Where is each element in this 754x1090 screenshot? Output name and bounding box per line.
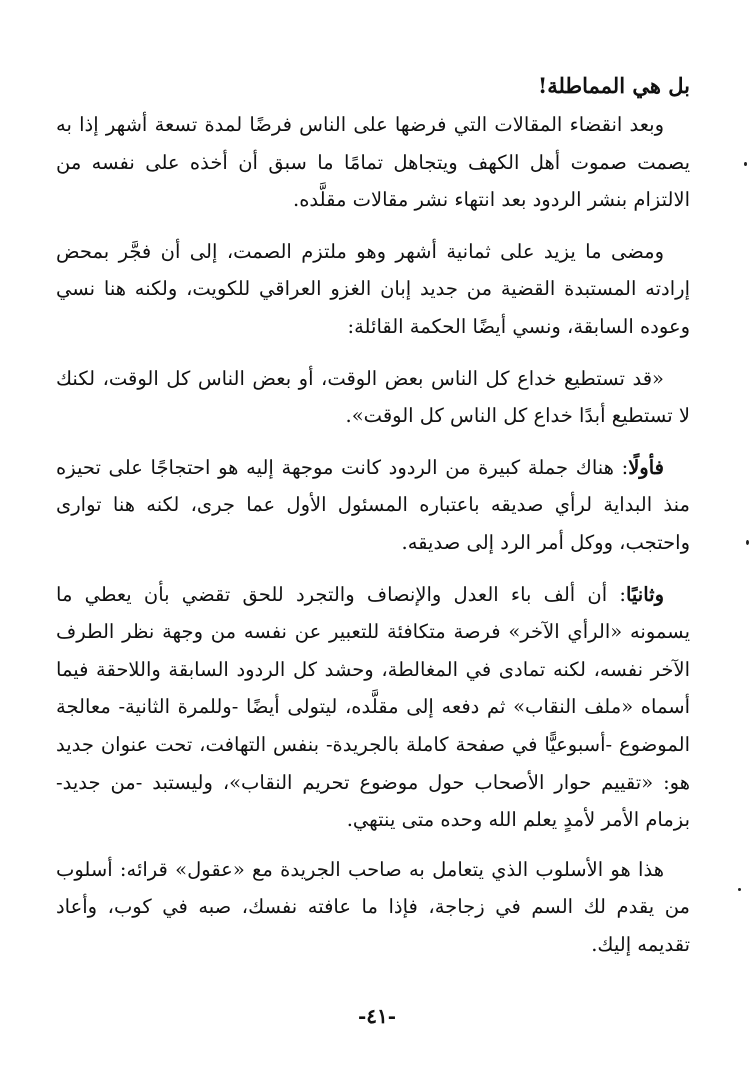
paragraph-quote xyxy=(56,360,690,435)
paragraph-lead: فأولًا xyxy=(628,455,664,479)
scan-speck xyxy=(738,888,741,891)
paragraph-text: هذا هو الأسلوب الذي يتعامل به صاحب الجريدة مع «عقول» قرائه: أسلوب من يقدم لك السم في زجاجة، فإذا ما عافته نفسك، صبه في كوب، وأعاد تقديمه إليك. xyxy=(56,857,690,956)
paragraph-second-point xyxy=(56,576,690,839)
paragraph-first-point xyxy=(56,449,690,562)
paragraph-text: : هناك جملة كبيرة من الردود كانت موجهة إليه هو احتجاجًا على تحيزه منذ البداية لرأي صديقه باعتباره المسئول الأول عما جرى، لكنه هنا توارى واحتجب، ووكل أمر الرد إلى صديقه. xyxy=(56,455,690,554)
scan-speck xyxy=(746,540,749,545)
paragraph-lead: وثانيًا xyxy=(625,582,664,606)
paragraph-2 xyxy=(56,233,690,346)
text-column xyxy=(56,70,690,963)
section-heading: بل هي المماطلة! xyxy=(537,73,690,98)
paragraph-text: وبعد انقضاء المقالات التي فرضها على الناس فرضًا لمدة تسعة أشهر إذا به يصمت صموت أهل الكهف ويتجاهل تمامًا ما سبق أن أخذه على نفسه من الالتزام بنشر الردود بعد انتهاء نشر مقالات مقلَّده. xyxy=(56,113,690,212)
paragraph-text: : أن ألف باء العدل والإنصاف والتجرد للحق تقضي بأن يعطي ما يسمونه «الرأي الآخر» فرصة متكافئة للتعبير عن نفسه من وجهة نظر الطرف الآخر نفسه، لكنه تمادى في المغالطة، وحشد كل الردود السابقة واللاحقة فيما أسماه «ملف النقاب» ثم دفعه إلى مقلَّده، ليتولى أيضًا -وللمرة الثانية- معالجة الموضوع -أسبوعيًّا في صفحة كاملة بالجريدة- بنفس التهافت، تحت عنوان جديد هو: «تقييم حوار الأصحاب حول موضوع تحريم النقاب»، وليستبد -من جديد- بزمام الأمر لأمدٍ يعلم الله وحده متى ينتهي. xyxy=(56,582,690,832)
scan-speck xyxy=(744,162,747,166)
paragraph-closing xyxy=(56,851,690,964)
paragraph-1 xyxy=(56,106,690,219)
paragraph-text: ومضى ما يزيد على ثمانية أشهر وهو ملتزم الصمت، إلى أن فجَّر بمحض إرادته المستبدة القضية من جديد إبان الغزو العراقي للكويت، ولكنه هنا نسي وعوده السابقة، ونسي أيضًا الحكمة القائلة: xyxy=(56,239,690,338)
page-number: -٤١- xyxy=(357,1004,397,1028)
paragraph-text: «قد تستطيع خداع كل الناس بعض الوقت، أو بعض الناس كل الوقت، لكنك لا تستطيع أبدًا خداع كل الناس كل الوقت». xyxy=(56,366,690,428)
